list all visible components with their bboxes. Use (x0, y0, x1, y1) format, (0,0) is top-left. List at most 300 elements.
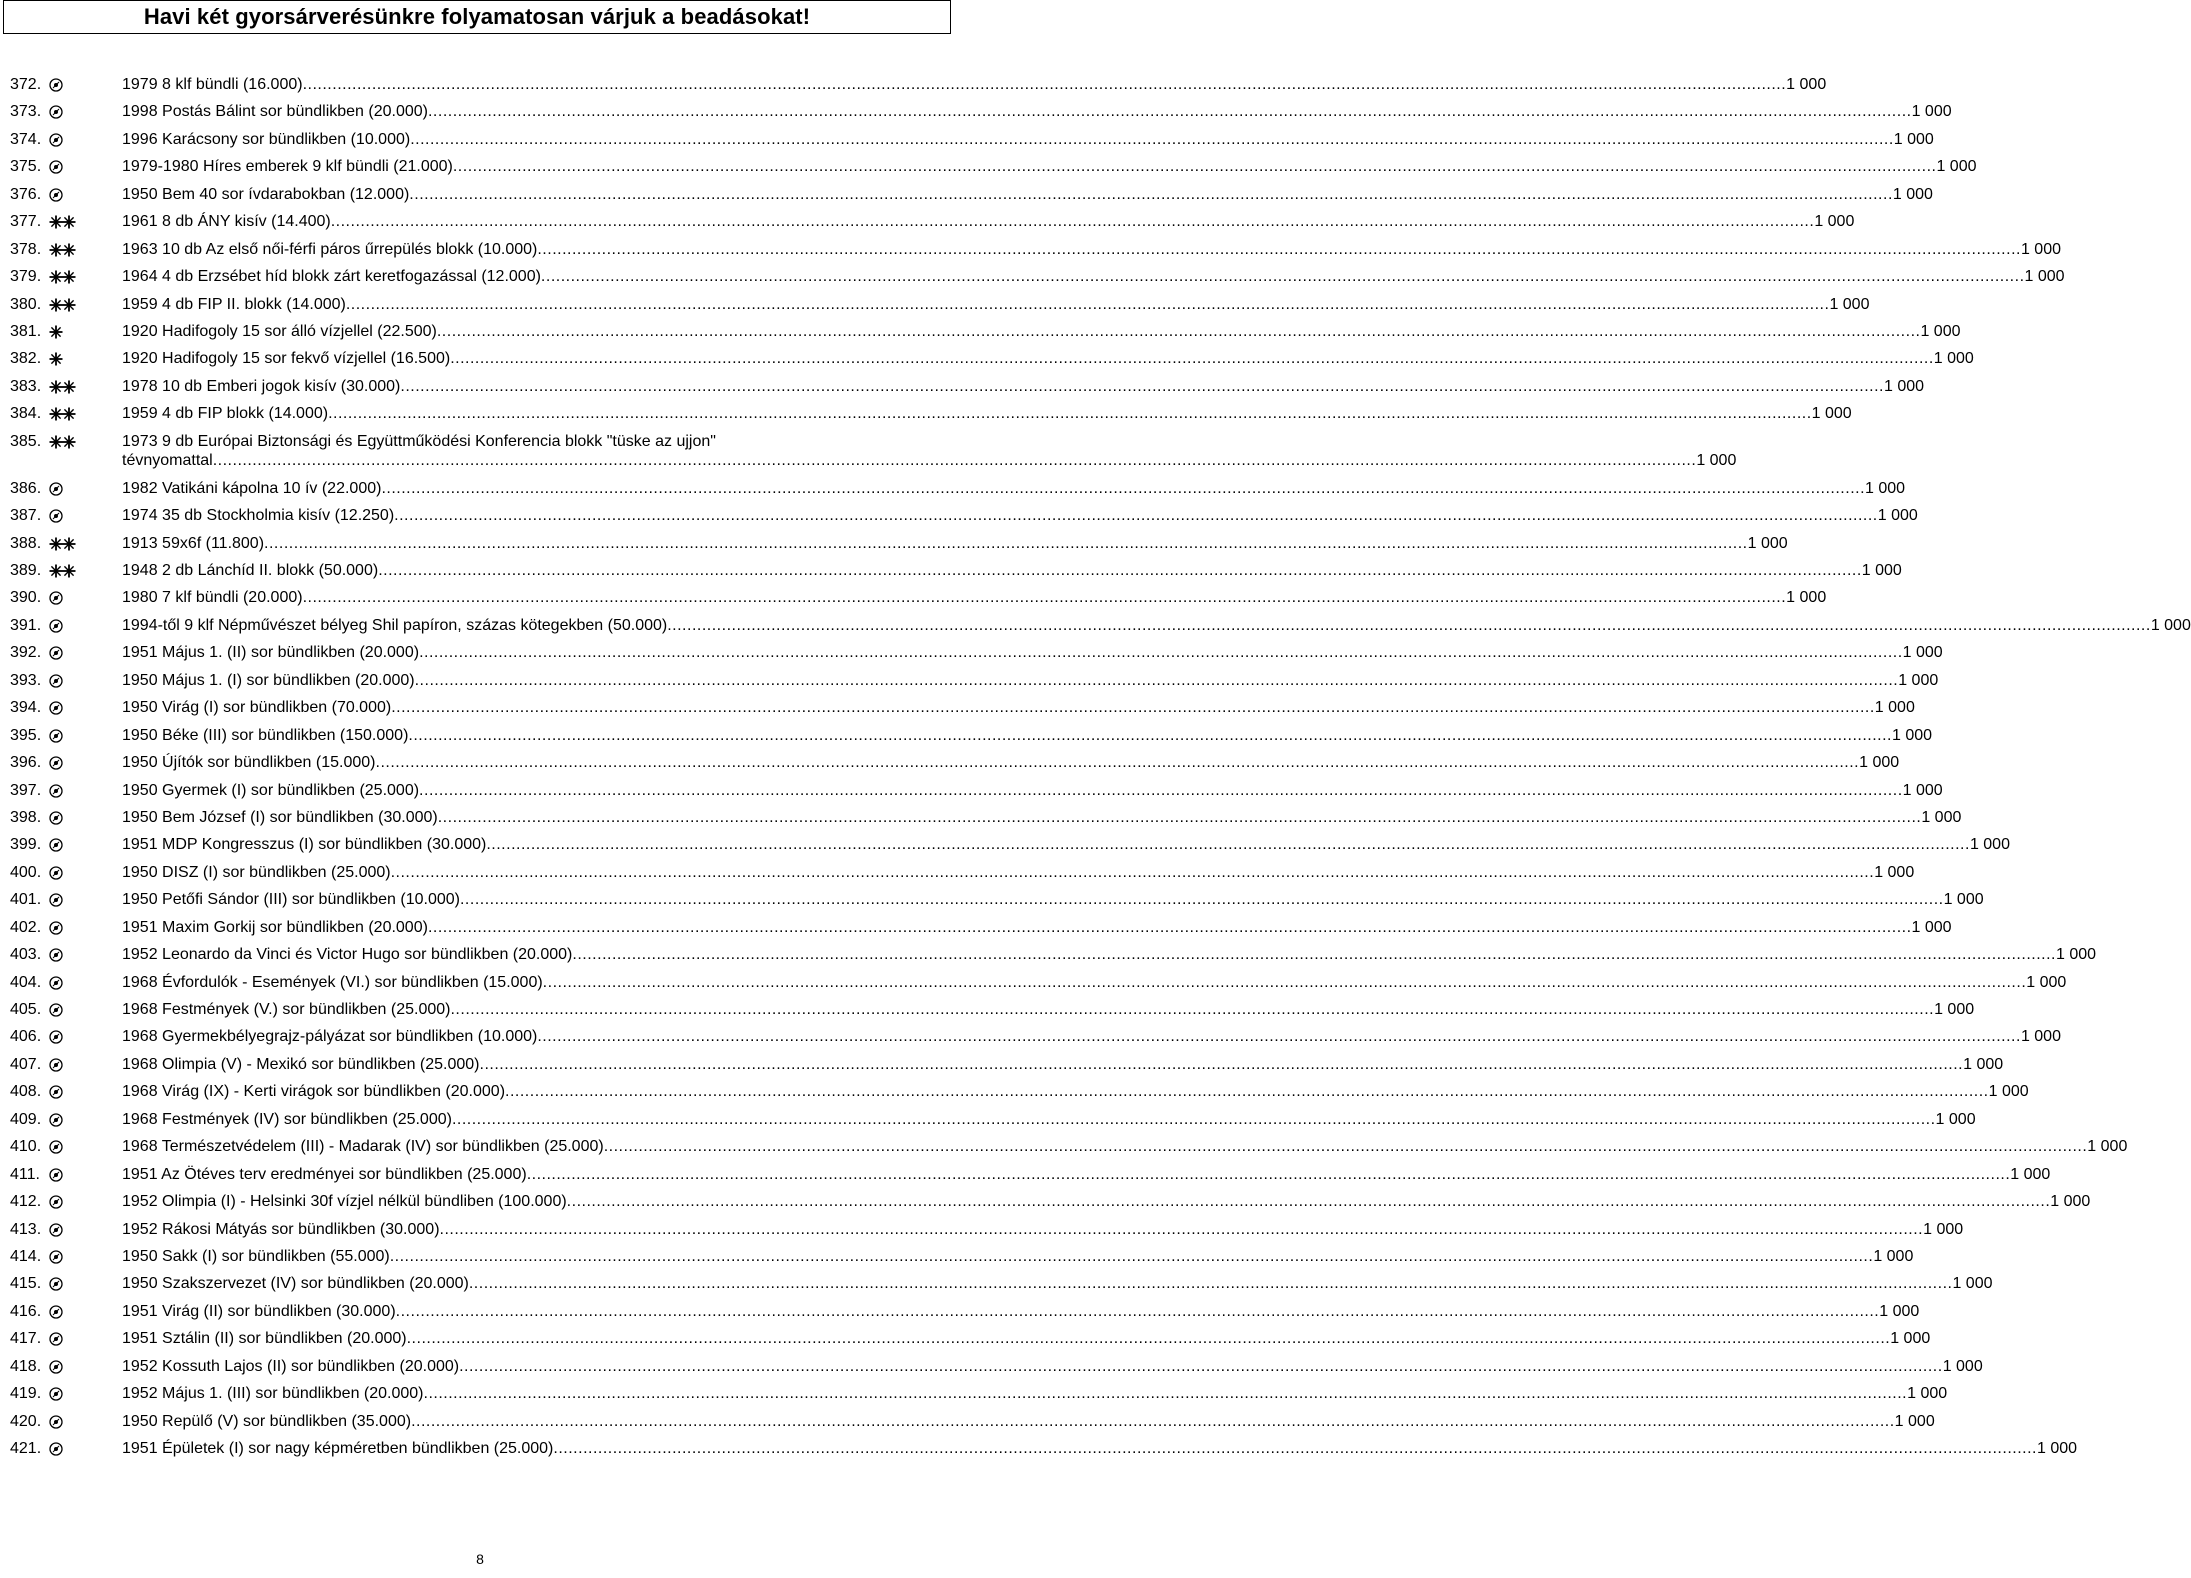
circle-dot-icon (48, 810, 78, 826)
circle-dot-icon (48, 837, 78, 853)
lot-price: 1 000 (2055, 946, 2097, 964)
lot-row (10, 613, 2191, 640)
lot-price: 1 000 (1879, 1302, 1920, 1320)
lot-row (10, 209, 1855, 236)
lot-row (10, 860, 1915, 887)
circle-dot-icon (48, 104, 78, 120)
lot-row (10, 1436, 2078, 1463)
lot-price: 1 000 (1893, 130, 1934, 148)
double-star-icon (48, 536, 78, 552)
dot-leader: ............................................................................................................................................................................................................................................................................................................ (603, 1138, 2088, 1156)
circle-dot-icon (48, 700, 78, 716)
circle-dot-icon (48, 1386, 78, 1402)
circle-dot-icon (48, 1304, 78, 1320)
dot-leader: ............................................................................................................................................................................................................................................................................................................ (381, 479, 1866, 497)
lot-row (10, 1162, 2051, 1189)
lot-number: 380. (10, 295, 42, 313)
dot-leader: ............................................................................................................................................................................................................................................................................................................ (450, 350, 1934, 368)
lot-description: 1913 59x6f (11.800) (122, 534, 265, 552)
lot-number: 393. (10, 671, 42, 689)
dot-leader: ............................................................................................................................................................................................................................................................................................................ (451, 1110, 1936, 1128)
lot-description: 1968 Olimpia (V) - Mexikó sor bündlikben (25.000) (122, 1055, 480, 1073)
lot-price: 1 000 (2087, 1138, 2128, 1156)
circle-dot-icon (48, 1002, 78, 1018)
lot-row (10, 401, 1852, 428)
circle-dot-icon (48, 1167, 78, 1183)
circle-dot-icon (48, 755, 78, 771)
lot-description: 1994-től 9 klf Népművészet bélyeg Shil papíron, százas kötegekben (50.000) (122, 616, 668, 634)
lot-number: 414. (10, 1247, 42, 1265)
lot-number: 419. (10, 1385, 42, 1403)
circle-dot-icon (48, 1222, 78, 1238)
double-star-icon (48, 406, 78, 422)
dot-leader: ............................................................................................................................................................................................................................................................................................................ (389, 1247, 1874, 1265)
lot-description: 1961 8 db ÁNY kisív (14.400) (122, 213, 331, 231)
circle-dot-icon (48, 1139, 78, 1155)
lot-price: 1 000 (1969, 836, 2010, 854)
dot-leader: ............................................................................................................................................................................................................................................................................................................ (459, 891, 1944, 909)
lot-number: 402. (10, 918, 42, 936)
double-star-icon (48, 379, 78, 395)
lot-number: 411. (10, 1165, 40, 1183)
lot-number: 379. (10, 268, 42, 286)
dot-leader: ............................................................................................................................................................................................................................................................................................................ (395, 1302, 1880, 1320)
lot-description: 1964 4 db Erzsébet híd blokk zárt keretfogazással (12.000) (122, 268, 541, 286)
dot-leader: ............................................................................................................................................................................................................................................................................................................ (427, 103, 1912, 121)
dot-leader: ............................................................................................................................................................................................................................................................................................................ (394, 507, 1878, 525)
lot-price: 1 000 (1963, 1055, 2004, 1073)
lot-description: 1982 Vatikáni kápolna 10 ív (22.000) (122, 479, 382, 497)
lot-description: 1979 8 klf bündli (16.000) (122, 76, 303, 93)
lot-row (10, 72, 1827, 99)
lot-row (10, 154, 1977, 181)
lot-row (10, 429, 1737, 476)
lot-number: 420. (10, 1412, 42, 1430)
dot-leader: ............................................................................................................................................................................................................................................................................................................ (410, 130, 1894, 148)
circle-dot-icon (48, 783, 78, 799)
dot-leader: ............................................................................................................................................................................................................................................................................................................ (400, 377, 1884, 395)
lot-row (10, 264, 2065, 291)
lot-description: 1952 Leonardo da Vinci és Victor Hugo sor bündlikben (20.000) (122, 946, 573, 964)
lot-number: 408. (10, 1083, 42, 1101)
circle-dot-icon (48, 1249, 78, 1265)
lot-price: 1 000 (1874, 863, 1915, 881)
lot-price: 1 000 (2026, 973, 2067, 991)
lot-description: 1963 10 db Az első női-férfi páros űrrepülés blokk (10.000) (122, 240, 538, 258)
circle-dot-icon (48, 645, 78, 661)
dot-leader: ............................................................................................................................................................................................................................................................................................................ (505, 1083, 1989, 1101)
dot-leader: ............................................................................................................................................................................................................................................................................................................ (452, 158, 1937, 176)
dot-leader: ............................................................................................................................................................................................................................................................................................................ (302, 589, 1787, 607)
lot-description: 1950 Gyermek (I) sor bündlikben (25.000) (122, 781, 420, 799)
lot-description: 1950 Petőfi Sándor (III) sor bündlikben (10.000) (122, 891, 460, 909)
circle-dot-icon (48, 920, 78, 936)
lot-price: 1 000 (1911, 918, 1952, 936)
lot-price: 1 000 (1811, 405, 1852, 423)
lot-number: 410. (10, 1138, 42, 1156)
lot-row (10, 1134, 2128, 1161)
lot-row (10, 1381, 1948, 1408)
lot-description: 1920 Hadifogoly 15 sor fekvő vízjellel (16.500) (122, 350, 451, 368)
lot-row (10, 915, 1952, 942)
circle-dot-icon (48, 1112, 78, 1128)
lot-price: 1 000 (1935, 1110, 1976, 1128)
lot-description: 1968 Virág (IX) - Kerti virágok sor bündlikben (20.000) (122, 1083, 506, 1101)
lot-row (10, 942, 2097, 969)
lot-description: 1980 7 klf bündli (20.000) (122, 589, 303, 607)
lot-number: 399. (10, 836, 42, 854)
lot-number: 381. (10, 322, 42, 340)
lot-row (10, 1024, 2061, 1051)
lot-description: 1959 4 db FIP II. blokk (14.000) (122, 295, 346, 313)
lot-number: 383. (10, 377, 42, 395)
lot-row (10, 476, 1906, 503)
lot-row (10, 640, 1943, 667)
lot-price: 1 000 (1890, 1330, 1931, 1348)
dot-leader: ............................................................................................................................................................................................................................................................................................................ (459, 1357, 1943, 1375)
dot-leader: ............................................................................................................................................................................................................................................................................................................ (436, 322, 1921, 340)
lot-number: 388. (10, 534, 42, 552)
lot-number: 391. (10, 616, 42, 634)
circle-dot-icon (48, 947, 78, 963)
dot-leader: ............................................................................................................................................................................................................................................................................................................ (411, 1412, 1895, 1430)
lot-description: 1952 Rákosi Mátyás sor bündlikben (30.000) (122, 1220, 440, 1238)
lot-price: 1 000 (1933, 350, 1974, 368)
lot-description: 1950 Béke (III) sor bündlikben (150.000) (122, 726, 409, 744)
lot-number: 403. (10, 946, 42, 964)
lot-row (10, 127, 1934, 154)
lot-number: 378. (10, 240, 42, 258)
lot-number: 401. (10, 891, 42, 909)
lot-price: 1 000 (1786, 76, 1827, 93)
lot-number: 409. (10, 1110, 42, 1128)
dot-leader: ............................................................................................................................................................................................................................................................................................................ (542, 973, 2027, 991)
lot-description: 1968 Festmények (IV) sor bündlikben (25.000) (122, 1110, 452, 1128)
dot-leader: ............................................................................................................................................................................................................................................................................................................ (439, 1220, 1924, 1238)
dot-leader: ............................................................................................................................................................................................................................................................................................................ (486, 836, 1970, 854)
dot-leader: ............................................................................................................................................................................................................................................................................................................ (330, 213, 1815, 231)
lot-price: 1 000 (1747, 534, 1788, 552)
lot-price: 1 000 (1911, 103, 1952, 121)
lot-number: 397. (10, 781, 42, 799)
lot-row (10, 1052, 2004, 1079)
circle-dot-icon (48, 1441, 78, 1457)
lot-number: 415. (10, 1275, 42, 1293)
lot-price: 1 000 (1877, 507, 1918, 525)
circle-dot-icon (48, 1029, 78, 1045)
lot-row (10, 1107, 1976, 1134)
lot-row (10, 292, 1870, 319)
page-number: 8 (476, 1551, 484, 1567)
lot-price: 1 000 (1920, 322, 1961, 340)
circle-dot-icon (48, 1194, 78, 1210)
lot-description: 1950 Szakszervezet (IV) sor bündlikben (20.000) (122, 1275, 469, 1293)
lot-price: 1 000 (2020, 1028, 2061, 1046)
circle-dot-icon (48, 132, 78, 148)
lot-number: 386. (10, 479, 42, 497)
dot-leader: ............................................................................................................................................................................................................................................................................................................ (345, 295, 1830, 313)
lot-number: 394. (10, 699, 42, 717)
circle-dot-icon (48, 159, 78, 175)
lot-number: 376. (10, 185, 42, 203)
lot-number: 377. (10, 213, 42, 231)
lot-price: 1 000 (1943, 891, 1984, 909)
lot-number: 398. (10, 808, 42, 826)
lot-row (10, 1354, 1983, 1381)
lot-row (10, 585, 1827, 612)
lot-price: 1 000 (1829, 295, 1870, 313)
dot-leader: ............................................................................................................................................................................................................................................................................................................ (667, 616, 2151, 634)
lot-number: 416. (10, 1302, 42, 1320)
circle-dot-icon (48, 1331, 78, 1347)
lot-row (10, 1299, 1920, 1326)
lot-description: 1950 Repülő (V) sor bündlikben (35.000) (122, 1412, 412, 1430)
lot-description: 1973 9 db Európai Biztonsági és Együttműködési Konferencia blokk "tüske az ujjon" (122, 432, 716, 450)
double-star-icon (48, 269, 78, 285)
lot-description: 1950 Újítók sor bündlikben (15.000) (122, 754, 376, 772)
double-star-icon (48, 434, 78, 450)
dot-leader: ............................................................................................................................................................................................................................................................................................................ (479, 1055, 1964, 1073)
lot-row (10, 1271, 1993, 1298)
lot-description: 1950 Virág (I) sor bündlikben (70.000) (122, 699, 392, 717)
lot-row (10, 237, 2061, 264)
circle-dot-icon (48, 1414, 78, 1430)
lot-number: 389. (10, 562, 42, 579)
circle-dot-icon (48, 1057, 78, 1073)
circle-dot-icon (48, 187, 78, 203)
lot-price: 1 000 (1942, 1357, 1983, 1375)
dot-leader: ............................................................................................................................................................................................................................................................................................................ (553, 1440, 2037, 1457)
lot-description: 1998 Postás Bálint sor bündlikben (20.000) (122, 103, 428, 121)
lot-number: 385. (10, 432, 42, 450)
lot-description: 1950 Sakk (I) sor bündlikben (55.000) (122, 1247, 390, 1265)
lot-row (10, 805, 1962, 832)
lot-number: 395. (10, 726, 42, 744)
lot-price: 1 000 (1883, 377, 1925, 395)
lot-price: 1 000 (1859, 754, 1900, 772)
circle-dot-icon (48, 1276, 78, 1292)
lot-description: 1951 MDP Kongresszus (I) sor bündlikben (30.000) (122, 836, 487, 854)
lot-row (10, 887, 1984, 914)
lot-price: 1 000 (1921, 808, 1962, 826)
lot-number: 421. (10, 1440, 42, 1457)
circle-dot-icon (48, 728, 78, 744)
lot-row (10, 1409, 1935, 1436)
lot-description: 1968 Festmények (V.) sor bündlikben (25.000) (122, 1001, 451, 1018)
circle-dot-icon (48, 1084, 78, 1100)
lot-description: 1920 Hadifogoly 15 sor álló vízjellel (22.500) (122, 322, 437, 340)
lot-price: 1 000 (1902, 781, 1943, 799)
lot-description: tévnyomattal (122, 451, 213, 469)
lot-row (10, 99, 1952, 126)
circle-dot-icon (48, 1359, 78, 1375)
lot-price: 1 000 (1865, 479, 1906, 497)
lot-description: 1948 2 db Lánchíd II. blokk (50.000) (122, 562, 379, 579)
lot-row (10, 1244, 1914, 1271)
lot-number: 374. (10, 130, 42, 148)
lot-row (10, 182, 1933, 209)
circle-dot-icon (48, 673, 78, 689)
lot-description: 1959 4 db FIP blokk (14.000) (122, 405, 329, 423)
lot-number: 407. (10, 1055, 42, 1073)
lot-description: 1968 Évfordulók - Események (VI.) sor bündlikben (15.000) (122, 973, 543, 991)
lot-description: 1951 Maxim Gorkij sor bündlikben (20.000) (122, 918, 428, 936)
lot-number: 412. (10, 1193, 42, 1211)
circle-dot-icon (48, 590, 78, 606)
lot-number: 373. (10, 103, 42, 121)
dot-leader: ............................................................................................................................................................................................................................................................................................................ (468, 1275, 1953, 1293)
dot-leader: ............................................................................................................................................................................................................................................................................................................ (450, 1001, 1935, 1018)
lot-description: 1950 DISZ (I) sor bündlikben (25.000) (122, 863, 391, 881)
lot-row (10, 997, 1975, 1024)
dot-leader: ............................................................................................................................................................................................................................................................................................................ (419, 781, 1903, 799)
lot-description: 1979-1980 Híres emberek 9 klf bündli (21.000) (122, 158, 453, 176)
circle-dot-icon (48, 975, 78, 991)
circle-dot-icon (48, 481, 78, 497)
lot-row (10, 1326, 1931, 1353)
lot-price: 1 000 (1907, 1385, 1948, 1403)
lot-row (10, 531, 1788, 558)
dot-leader: ............................................................................................................................................................................................................................................................................................................ (437, 808, 1922, 826)
dot-leader: ............................................................................................................................................................................................................................................................................................................ (302, 76, 1787, 93)
lot-row (10, 503, 1918, 530)
lot-price: 1 000 (1934, 1001, 1975, 1018)
lot-number: 387. (10, 507, 42, 525)
dot-leader: ............................................................................................................................................................................................................................................................................................................ (423, 1385, 1908, 1403)
lot-description: 1950 Bem József (I) sor bündlikben (30.000) (122, 808, 438, 826)
lot-price: 1 000 (2010, 1165, 2051, 1183)
lot-price: 1 000 (1894, 1412, 1935, 1430)
lot-row (10, 832, 2010, 859)
lot-description: 1951 Május 1. (II) sor bündlikben (20.000) (122, 644, 420, 662)
lot-price: 1 000 (2050, 1193, 2091, 1211)
lot-price: 1 000 (1892, 185, 1933, 203)
lot-number: 404. (10, 973, 42, 991)
lot-number: 375. (10, 158, 42, 176)
lot-price: 1 000 (2024, 268, 2065, 286)
lot-price: 1 000 (1873, 1247, 1914, 1265)
lot-row (10, 558, 1902, 585)
lot-price: 1 000 (2150, 616, 2191, 634)
lot-number: 400. (10, 863, 42, 881)
lot-row (10, 970, 2067, 997)
lot-number: 392. (10, 644, 42, 662)
double-star-icon (48, 242, 78, 258)
lot-description: 1974 35 db Stockholmia kisív (12.250) (122, 507, 395, 525)
lot-row (10, 319, 1961, 346)
lot-description: 1952 Kossuth Lajos (II) sor bündlikben (20.000) (122, 1357, 460, 1375)
lot-row (10, 374, 1925, 401)
lot-description: 1968 Természetvédelem (III) - Madarak (IV) sor bündlikben (25.000) (122, 1138, 604, 1156)
lot-list (10, 72, 2191, 1463)
lot-price: 1 000 (1814, 213, 1855, 231)
dot-leader: ............................................................................................................................................................................................................................................................................................................ (537, 240, 2021, 258)
lot-row (10, 346, 1974, 373)
lot-number: 406. (10, 1028, 42, 1046)
circle-dot-icon (48, 865, 78, 881)
lot-description: 1950 Május 1. (I) sor bündlikben (20.000) (122, 671, 415, 689)
dot-leader: ............................................................................................................................................................................................................................................................................................................ (540, 268, 2025, 286)
page-banner: Havi két gyorsárverésünkre folyamatosan várjuk a beadásokat! (3, 0, 951, 34)
lot-price: 1 000 (1988, 1083, 2029, 1101)
lot-row (10, 668, 1939, 695)
dot-leader: ............................................................................................................................................................................................................................................................................................................ (264, 534, 1748, 552)
lot-description: 1968 Gyermekbélyegrajz-pályázat sor bündlikben (10.000) (122, 1028, 538, 1046)
lot-description: 1996 Karácsony sor bündlikben (10.000) (122, 130, 411, 148)
dot-leader: ............................................................................................................................................................................................................................................................................................................ (572, 946, 2056, 964)
lot-row (10, 723, 1933, 750)
lot-row (10, 1079, 2029, 1106)
circle-dot-icon (48, 618, 78, 634)
lot-description: 1952 Olimpia (I) - Helsinki 30f vízjel nélkül bündliben (100.000) (122, 1193, 567, 1211)
lot-number: 405. (10, 1001, 42, 1018)
lot-description: 1951 Az Ötéves terv eredményei sor bündlikben (25.000) (122, 1165, 527, 1183)
lot-price: 1 000 (1786, 589, 1827, 607)
dot-leader: ............................................................................................................................................................................................................................................................................................................ (390, 863, 1875, 881)
lot-row (10, 1189, 2091, 1216)
lot-description: 1951 Virág (II) sor bündlikben (30.000) (122, 1302, 396, 1320)
circle-dot-icon (48, 892, 78, 908)
dot-leader: ............................................................................................................................................................................................................................................................................................................ (375, 754, 1860, 772)
dot-leader: ............................................................................................................................................................................................................................................................................................................ (378, 562, 1862, 579)
lot-price: 1 000 (2036, 1440, 2078, 1457)
lot-row (10, 750, 1900, 777)
single-star-icon (48, 324, 78, 340)
lot-row (10, 1217, 1964, 1244)
dot-leader: ............................................................................................................................................................................................................................................................................................................ (212, 451, 1697, 469)
lot-price: 1 000 (1923, 1220, 1964, 1238)
lot-number: 413. (10, 1220, 42, 1238)
lot-price: 1 000 (1892, 726, 1933, 744)
lot-description: 1950 Bem 40 sor ívdarabokban (12.000) (122, 185, 410, 203)
double-star-icon (48, 214, 78, 230)
dot-leader: ............................................................................................................................................................................................................................................................................................................ (526, 1165, 2011, 1183)
single-star-icon (48, 351, 78, 367)
lot-row (10, 695, 1915, 722)
double-star-icon (48, 563, 78, 579)
dot-leader: ............................................................................................................................................................................................................................................................................................................ (419, 644, 1903, 662)
lot-number: 384. (10, 405, 42, 423)
lot-description: 1952 Május 1. (III) sor bündlikben (20.000) (122, 1385, 424, 1403)
lot-number: 396. (10, 754, 42, 772)
lot-price: 1 000 (1874, 699, 1915, 717)
lot-number: 372. (10, 76, 42, 93)
double-star-icon (48, 297, 78, 313)
dot-leader: ............................................................................................................................................................................................................................................................................................................ (406, 1330, 1891, 1348)
lot-description: 1951 Épületek (I) sor nagy képméretben bündlikben (25.000) (122, 1440, 554, 1457)
lot-price: 1 000 (1952, 1275, 1993, 1293)
lot-price: 1 000 (1898, 671, 1939, 689)
circle-dot-icon (48, 77, 78, 93)
lot-price: 1 000 (1696, 451, 1737, 469)
lot-description: 1951 Sztálin (II) sor bündlikben (20.000) (122, 1330, 407, 1348)
lot-price: 1 000 (1902, 644, 1943, 662)
lot-number: 418. (10, 1357, 42, 1375)
dot-leader: ............................................................................................................................................................................................................................................................................................................ (328, 405, 1812, 423)
lot-row (10, 778, 1943, 805)
dot-leader: ............................................................................................................................................................................................................................................................................................................ (409, 185, 1893, 203)
lot-price: 1 000 (1936, 158, 1977, 176)
lot-number: 382. (10, 350, 42, 368)
dot-leader: ............................................................................................................................................................................................................................................................................................................ (566, 1193, 2051, 1211)
lot-number: 390. (10, 589, 42, 607)
lot-price: 1 000 (2020, 240, 2061, 258)
lot-description: 1978 10 db Emberi jogok kisív (30.000) (122, 377, 401, 395)
dot-leader: ............................................................................................................................................................................................................................................................................................................ (391, 699, 1875, 717)
circle-dot-icon (48, 508, 78, 524)
dot-leader: ............................................................................................................................................................................................................................................................................................................ (427, 918, 1912, 936)
dot-leader: ............................................................................................................................................................................................................................................................................................................ (537, 1028, 2021, 1046)
